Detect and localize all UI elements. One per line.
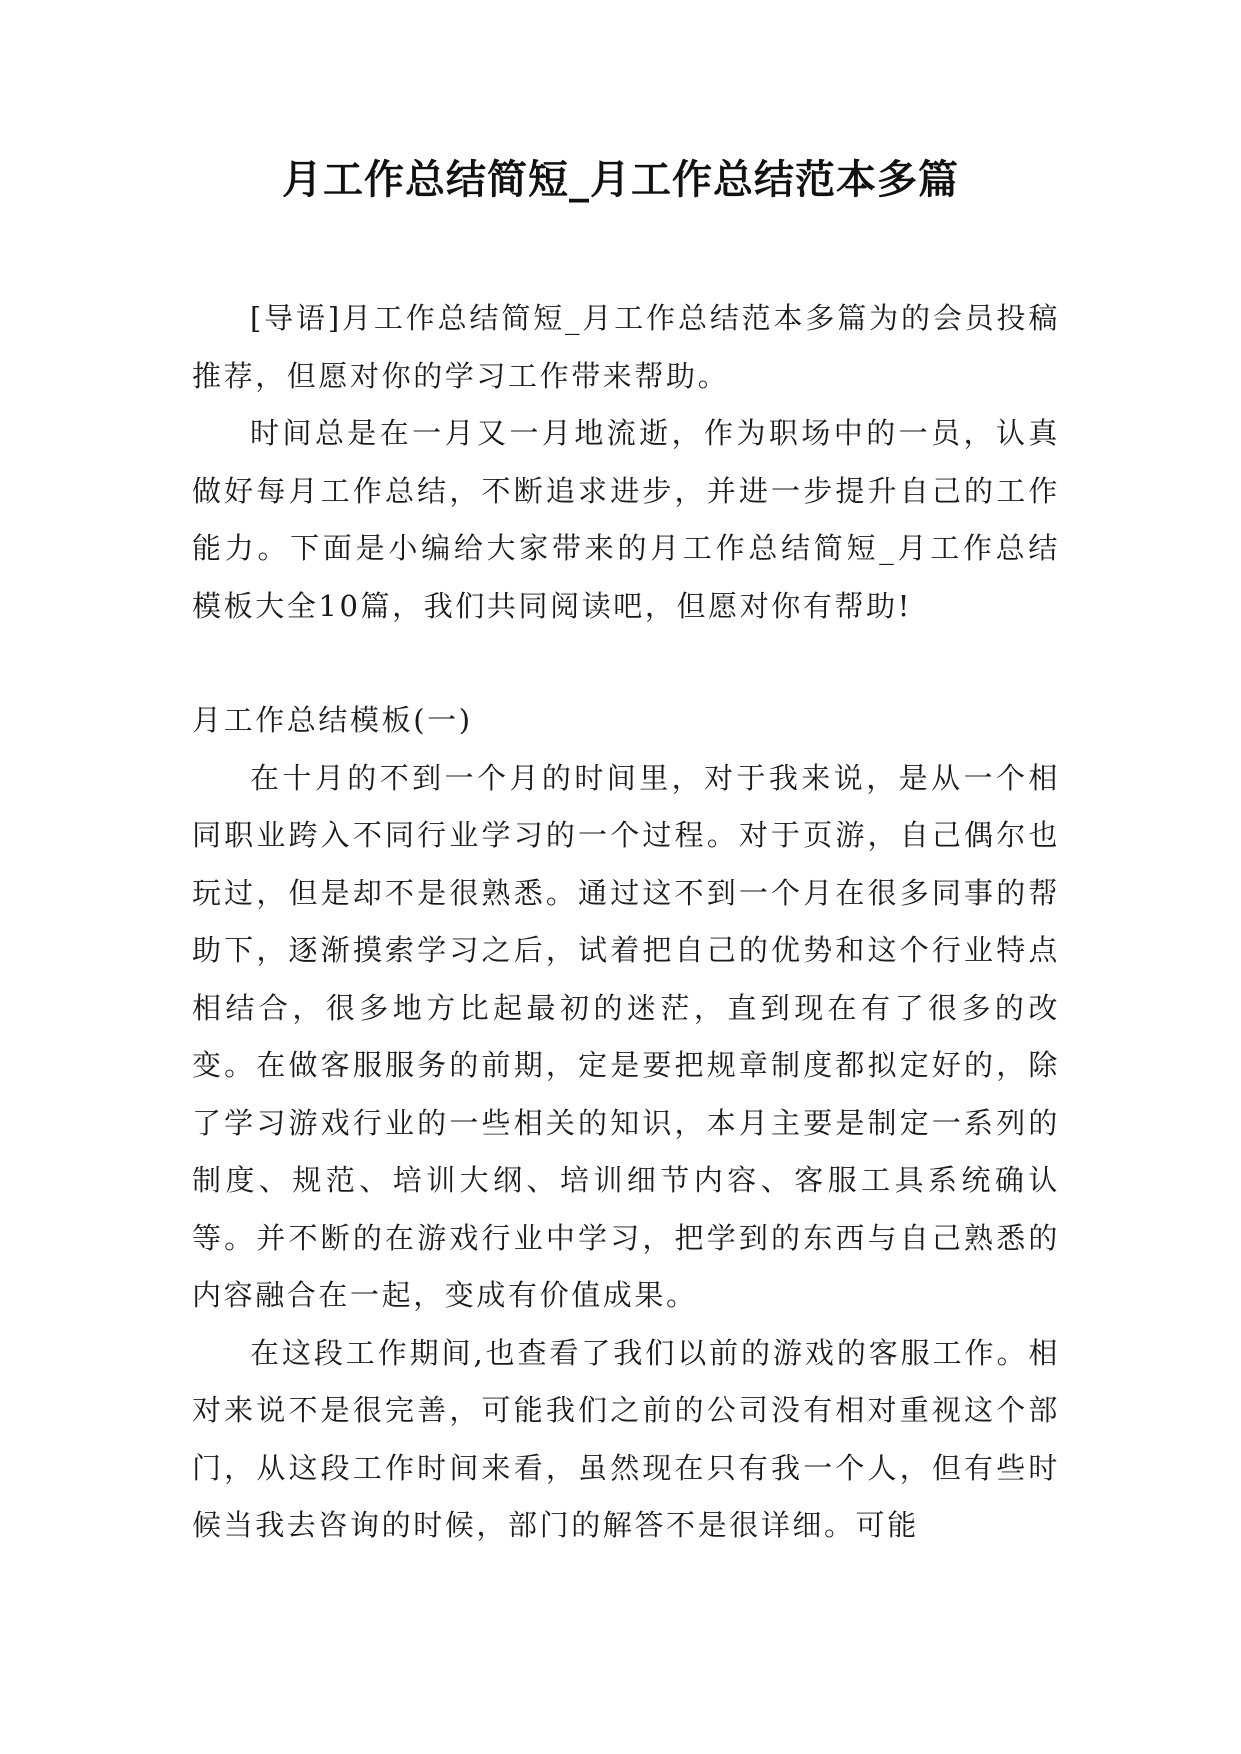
- section-paragraph: 在十月的不到一个月的时间里，对于我来说，是从一个相同职业跨入不同行业学习的一个过程。对于页游，自己偶尔也玩过，但是却不是很熟悉。通过这不到一个月在很多同事的帮助下，逐渐摸索学习之后，试着把自己的优势和这个行业特点相结合，很多地方比起最初的迷茫，直到现在有了很多的改变。在做客服服务的前期，定是要把规章制度都拟定好的，除了学习游戏行业的一些相关的知识，本月主要是制定一系列的制度、规范、培训大纲、培训细节内容、客服工具系统确认等。并不断的在游戏行业中学习，把学到的东西与自己熟悉的内容融合在一起，变成有价值成果。: [192, 760, 1060, 1312]
- section-heading: 月工作总结模板(一): [192, 703, 473, 737]
- document-body: [192, 290, 1060, 1555]
- section-spacer: [192, 635, 1060, 692]
- intro-paragraph: [导语]月工作总结简短_月工作总结范本多篇为的会员投稿推荐，但愿对你的学习工作带来帮助。: [192, 301, 1060, 393]
- section-paragraph: 在这段工作期间,也查看了我们以前的游戏的客服工作。相对来说不是很完善，可能我们之前的公司没有相对重视这个部门，从这段工作时间来看，虽然现在只有我一个人，但有些时候当我去咨询的时候，部门的解答不是很详细。可能: [192, 1335, 1060, 1542]
- intro-paragraph: 时间总是在一月又一月地流逝，作为职场中的一员，认真做好每月工作总结，不断追求进步，并进一步提升自己的工作能力。下面是小编给大家带来的月工作总结简短_月工作总结模板大全10篇，我们共同阅读吧，但愿对你有帮助!: [192, 416, 1060, 623]
- document-title: 月工作总结简短_月工作总结范本多篇: [282, 157, 959, 203]
